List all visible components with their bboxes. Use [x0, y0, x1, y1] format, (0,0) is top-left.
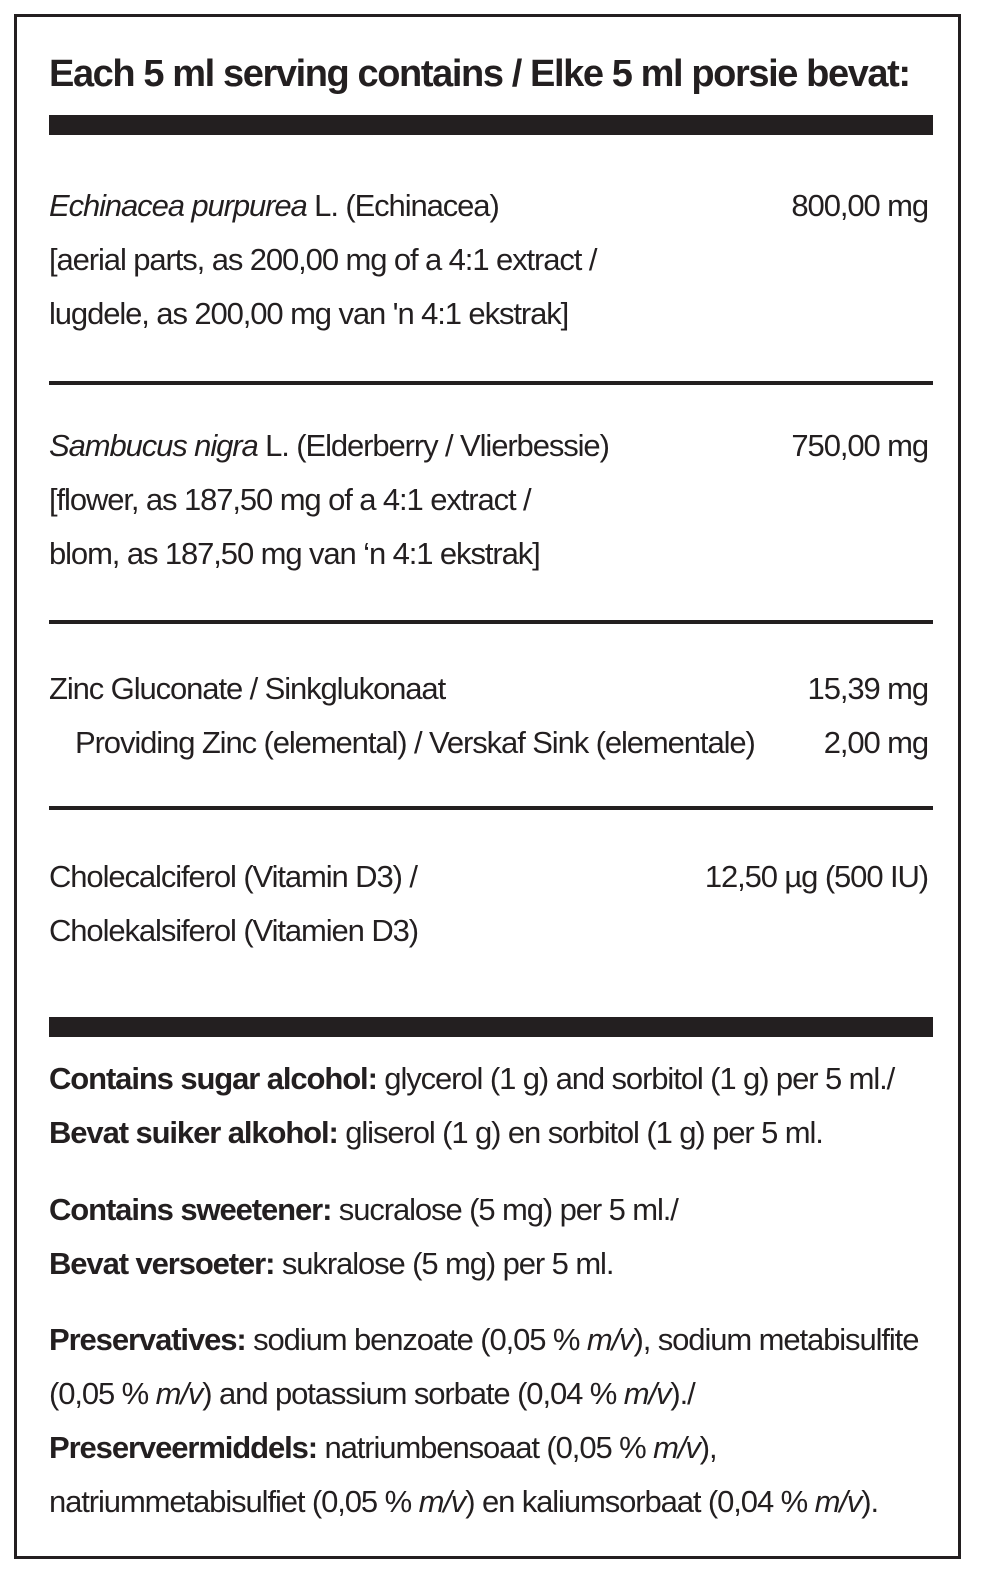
sweetener-en: Contains sweetener: sucralose (5 mg) per 5 ml./: [49, 1192, 678, 1227]
echinacea-name: Echinacea purpurea L. (Echinacea): [49, 188, 499, 223]
divider-1: [49, 381, 933, 385]
sambucus-name: Sambucus nigra L. (Elderberry / Vlierbessie): [49, 428, 609, 463]
zinc-name: Zinc Gluconate / Sinkglukonaat: [49, 671, 446, 706]
echinacea-amount: 800,00 mg: [791, 188, 928, 223]
preservatives-en-line-1: Preservatives: sodium benzoate (0,05 % m/v), sodium metabisulfite: [49, 1322, 919, 1357]
zinc-elemental-amount: 2,00 mg: [823, 725, 928, 760]
sugar-alcohol-en: Contains sugar alcohol: glycerol (1 g) and sorbitol (1 g) per 5 ml./: [49, 1061, 895, 1096]
preservatives-af-line-2: natriummetabisulfiet (0,05 % m/v) en kaliumsorbaat (0,04 % m/v).: [49, 1484, 878, 1519]
divider-2: [49, 620, 933, 624]
echinacea-detail-1: [aerial parts, as 200,00 mg of a 4:1 extract /: [49, 242, 597, 277]
sambucus-amount: 750,00 mg: [791, 428, 928, 463]
sambucus-detail-2: blom, as 187,50 mg van ‘n 4:1 ekstrak]: [49, 536, 540, 571]
sweetener-af: Bevat versoeter: sukralose (5 mg) per 5 ml.: [49, 1246, 614, 1281]
zinc-elemental-name: Providing Zinc (elemental) / Verskaf Sink (elementale): [75, 725, 755, 760]
header-divider-bar: [49, 115, 933, 135]
divider-3: [49, 806, 933, 810]
echinacea-detail-2: lugdele, as 200,00 mg van 'n 4:1 ekstrak]: [49, 296, 569, 331]
sugar-alcohol-af: Bevat suiker alkohol: gliserol (1 g) en sorbitol (1 g) per 5 ml.: [49, 1115, 823, 1150]
panel-title: Each 5 ml serving contains / Elke 5 ml porsie bevat:: [49, 53, 910, 95]
vitamin-d3-amount: 12,50 µg (500 IU): [704, 859, 928, 894]
vitamin-d3-name-af: Cholekalsiferol (Vitamien D3): [49, 913, 418, 948]
preservatives-en-line-2: (0,05 % m/v) and potassium sorbate (0,04 % m/v)./: [49, 1376, 695, 1411]
notes-divider-bar: [49, 1017, 933, 1037]
ingredient-panel: [14, 14, 961, 1559]
zinc-amount: 15,39 mg: [807, 671, 928, 706]
sambucus-detail-1: [flower, as 187,50 mg of a 4:1 extract /: [49, 482, 531, 517]
preservatives-af-line-1: Preserveermiddels: natriumbensoaat (0,05 % m/v),: [49, 1430, 717, 1465]
vitamin-d3-name: Cholecalciferol (Vitamin D3) /: [49, 859, 417, 894]
